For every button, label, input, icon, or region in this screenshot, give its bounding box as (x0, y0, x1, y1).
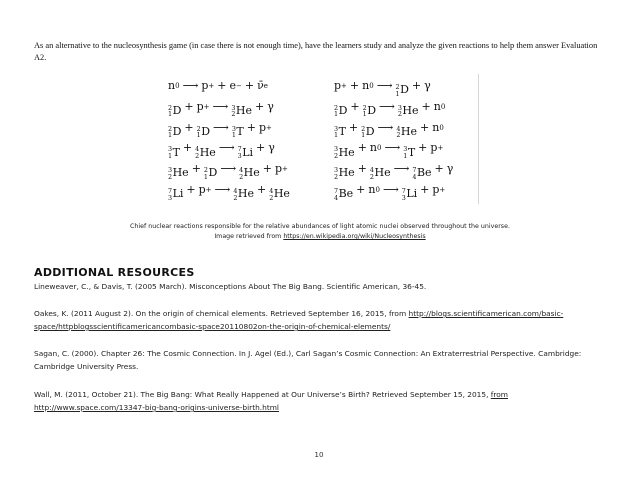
arrow-symbol: ⟶ (218, 141, 235, 155)
intro-paragraph: As an alternative to the nucleosynthesis game (in case there is not enough time), have the learners study and analyze the given reactions to help them answer Evaluation A2. (34, 41, 598, 62)
atomic-number: 1 (196, 131, 201, 140)
symbol-text: n (168, 79, 176, 92)
mass-atomic-numbers (363, 105, 367, 118)
arrow-symbol: ⟶ (393, 162, 410, 176)
symbol-text: He (235, 104, 253, 117)
atomic-number: 1 (334, 131, 339, 140)
section-heading: ADDITIONAL RESOURCES (34, 266, 195, 279)
plus-symbol: + (184, 99, 194, 113)
arrow-symbol: ⟶ (220, 162, 237, 176)
mass-number: 7 (237, 145, 242, 154)
particle-symbol (432, 118, 444, 139)
mass-atomic-numbers (334, 188, 338, 201)
plus-symbol: + (348, 120, 359, 134)
charge-superscript: + (341, 82, 347, 90)
mass-atomic-numbers (168, 188, 172, 201)
mass-number: 7 (412, 166, 417, 175)
symbol-text: He (338, 145, 355, 159)
caption-source-link[interactable]: https://en.wikipedia.org/wiki/Nucleosynthesis (283, 233, 426, 240)
particle-symbol (168, 76, 180, 97)
plus-symbol: + (262, 162, 272, 176)
atomic-number: 2 (231, 110, 236, 119)
symbol-text: p (258, 120, 266, 134)
mass-number: 4 (195, 145, 200, 154)
mass-number: 7 (334, 186, 339, 195)
plus-symbol: + (246, 120, 256, 134)
particle-symbol (434, 97, 446, 118)
reference-text: Oakes, K. (2011 August 2). On the origin of chemical elements. Retrieved September 16, 2015, from (34, 309, 409, 318)
reference-item (34, 307, 606, 333)
mass-atomic-numbers (334, 126, 338, 139)
plus-symbol: + (434, 162, 444, 176)
mass-atomic-numbers (370, 167, 374, 180)
plus-symbol: + (244, 79, 255, 92)
reaction-equation (168, 76, 290, 97)
atomic-number: 1 (403, 151, 408, 160)
symbol-text: Be (416, 166, 432, 180)
mass-atomic-numbers (334, 167, 338, 180)
mass-number: 2 (168, 124, 173, 133)
charge-superscript: 0 (377, 144, 382, 153)
atomic-number: 2 (396, 131, 401, 140)
reaction-equation (334, 159, 453, 180)
symbol-text: D (172, 104, 182, 117)
symbol-text: He (374, 166, 391, 180)
mass-atomic-numbers (395, 84, 399, 97)
atomic-number: 2 (334, 151, 339, 160)
symbol-text: p (334, 79, 342, 92)
symbol-text: γ (267, 99, 274, 113)
arrow-symbol: ⟶ (382, 182, 399, 196)
symbol-text: He (338, 166, 355, 180)
reaction-equation (168, 138, 290, 159)
symbol-text: D (172, 124, 182, 138)
plus-symbol: + (256, 141, 266, 155)
mass-atomic-numbers (334, 105, 338, 118)
symbol-text: γ (424, 79, 431, 92)
reference-link[interactable]: http://blogs.scientificamerican.com/basic-space/httpblogsscientificamericancombasic-space20110802on-the-origin-of-chemical-elements/ (34, 309, 564, 331)
reference-text: Lineweaver, C., & Davis, T. (2005 March). Misconceptions About The Big Bang. Scientific American, 36-45. (34, 282, 427, 291)
particle-symbol (334, 76, 347, 97)
mass-number: 2 (362, 103, 367, 112)
symbol-text: γ (446, 162, 454, 176)
mass-atomic-numbers (231, 105, 235, 118)
mass-atomic-numbers (396, 126, 400, 139)
symbol-text: Li (242, 145, 254, 159)
particle-symbol (430, 138, 443, 159)
mass-number: 3 (334, 124, 339, 133)
particle-symbol (269, 184, 290, 205)
caption-line-1: Chief nuclear reactions responsible for the relative abundances of light atomic nuclei observed throughout the universe. (130, 223, 510, 230)
atomic-number: 1 (395, 89, 400, 98)
atomic-number: 4 (412, 172, 417, 181)
plus-symbol: + (357, 162, 367, 176)
atomic-number: 1 (203, 172, 208, 181)
particle-symbol (229, 76, 241, 97)
symbol-text: p (432, 182, 440, 196)
atomic-number: 1 (231, 131, 236, 140)
charge-superscript: 0 (440, 102, 446, 111)
mass-atomic-numbers (412, 167, 416, 180)
reference-link[interactable]: from http://www.space.com/13347-big-bang-origins-universe-birth.html (34, 390, 508, 412)
reaction-equation (334, 76, 453, 97)
symbol-text: n (369, 141, 377, 155)
particle-symbol (424, 76, 431, 97)
particle-symbol (257, 76, 268, 97)
charge-superscript: + (439, 185, 446, 194)
symbol-text: T (236, 124, 244, 138)
mass-atomic-numbers (168, 167, 172, 180)
particle-symbol (259, 118, 272, 139)
charge-superscript: 0 (369, 82, 374, 90)
reaction-equation (168, 97, 290, 118)
mass-number: 7 (401, 186, 406, 195)
plus-symbol: + (420, 120, 430, 134)
atomic-number: 3 (237, 151, 242, 160)
particle-symbol (334, 184, 353, 205)
figure-caption (60, 222, 580, 242)
symbol-text: n (432, 120, 440, 134)
mass-atomic-numbers (361, 126, 365, 139)
plus-symbol: + (411, 79, 422, 92)
mass-number: 3 (231, 124, 236, 133)
symbol-text: e (229, 79, 236, 92)
symbol-text: T (172, 145, 180, 159)
arrow-symbol: ⟶ (182, 79, 199, 92)
reaction-equation (334, 180, 453, 201)
mass-number: 7 (168, 186, 173, 195)
atomic-number: 1 (361, 131, 366, 140)
symbol-text: He (400, 124, 418, 138)
symbol-text: ν̄ (257, 79, 264, 92)
mass-atomic-numbers (168, 126, 172, 139)
reference-item (34, 347, 606, 373)
symbol-text: T (338, 124, 346, 138)
atomic-number: 2 (168, 172, 173, 181)
arrow-symbol: ⟶ (212, 99, 229, 113)
particle-symbol (275, 159, 288, 180)
atomic-number: 2 (397, 110, 402, 119)
symbol-text: Li (172, 187, 184, 201)
particle-symbol (402, 184, 417, 205)
atomic-number: 1 (168, 110, 173, 119)
mass-atomic-numbers (233, 188, 237, 201)
atomic-number: 1 (168, 151, 173, 160)
symbol-text: D (367, 104, 377, 117)
charge-superscript: + (205, 185, 212, 194)
reactions-left-column (168, 76, 290, 201)
symbol-text: p (196, 99, 204, 113)
mass-atomic-numbers (195, 146, 199, 159)
particle-symbol (432, 180, 445, 201)
mass-number: 4 (269, 186, 274, 195)
symbol-text: T (407, 145, 416, 159)
symbol-text: He (273, 187, 290, 201)
reference-text: Wall, M. (2011, October 21). The Big Bang: What Really Happened at Our Universe’s Birth? Retrieved September 15, 2015, (34, 390, 491, 399)
mass-number: 3 (168, 166, 173, 175)
atomic-number: 2 (269, 193, 274, 202)
particle-symbol (197, 97, 210, 118)
charge-superscript: 0 (175, 82, 180, 90)
particle-symbol (267, 97, 274, 118)
mass-atomic-numbers (403, 146, 407, 159)
symbol-text: Li (406, 187, 418, 201)
mass-number: 4 (239, 166, 244, 175)
symbol-text: n (433, 99, 441, 113)
particle-symbol (368, 180, 380, 201)
plus-symbol: + (418, 141, 428, 155)
atomic-number: 2 (233, 193, 238, 202)
mass-atomic-numbers (168, 146, 172, 159)
particle-symbol (201, 76, 214, 97)
charge-superscript: 0 (439, 123, 444, 132)
mass-number: 3 (397, 103, 402, 112)
plus-symbol: + (349, 79, 360, 92)
plus-symbol: + (420, 182, 430, 196)
mass-atomic-numbers (204, 167, 208, 180)
plus-symbol: + (421, 99, 431, 113)
mass-number: 3 (334, 145, 339, 154)
symbol-text: He (199, 145, 216, 159)
plus-symbol: + (184, 120, 194, 134)
plus-symbol: + (257, 182, 267, 196)
reaction-equation (334, 118, 453, 139)
particle-symbol (447, 159, 454, 180)
symbol-text: n (362, 79, 370, 92)
symbol-text: D (365, 124, 375, 138)
mass-atomic-numbers (269, 188, 273, 201)
atomic-number: 3 (168, 193, 173, 202)
symbol-text: He (402, 104, 419, 117)
atomic-number: 1 (334, 110, 339, 119)
charge-superscript: 0 (375, 185, 380, 194)
symbol-text: p (430, 141, 438, 155)
page-number: 10 (314, 450, 324, 459)
arrow-symbol: ⟶ (377, 120, 394, 134)
plus-symbol: + (217, 79, 227, 92)
atomic-number: 2 (239, 172, 244, 181)
symbol-text: Be (338, 187, 354, 201)
mass-atomic-numbers (238, 146, 242, 159)
reference-item (34, 388, 606, 414)
arrow-symbol: ⟶ (379, 99, 395, 113)
particle-symbol (168, 184, 183, 205)
arrow-symbol: ⟶ (213, 120, 229, 134)
atomic-number: 4 (334, 193, 339, 202)
mass-atomic-numbers (334, 146, 338, 159)
symbol-text: D (338, 104, 348, 117)
reaction-equation (168, 159, 290, 180)
particle-symbol (233, 184, 254, 205)
nuclear-reactions-figure (166, 74, 479, 204)
charge-superscript: + (437, 144, 444, 153)
mass-atomic-numbers (232, 126, 236, 139)
caption-line-2 (60, 232, 580, 242)
symbol-text: He (237, 187, 255, 201)
plus-symbol: + (182, 141, 193, 155)
charge-superscript: + (208, 82, 215, 90)
symbol-text: D (208, 166, 218, 180)
arrow-symbol: ⟶ (214, 182, 231, 196)
mass-number: 3 (231, 103, 236, 112)
reaction-equation (168, 118, 290, 139)
symbol-text: p (201, 79, 209, 92)
mass-atomic-numbers (197, 126, 201, 139)
mass-number: 4 (396, 124, 401, 133)
arrow-symbol: ⟶ (376, 79, 393, 92)
atomic-number: 2 (369, 172, 374, 181)
charge-superscript: + (203, 102, 210, 111)
plus-symbol: + (191, 162, 201, 176)
mass-number: 3 (403, 145, 408, 154)
mass-number: 2 (361, 124, 366, 133)
plus-symbol: + (255, 99, 265, 113)
mass-atomic-numbers (398, 105, 402, 118)
mass-number: 2 (196, 124, 201, 133)
mass-atomic-numbers (168, 105, 172, 118)
reaction-equation (334, 138, 453, 159)
mass-number: 3 (334, 166, 339, 175)
mass-atomic-numbers (239, 167, 243, 180)
particle-symbol (370, 138, 382, 159)
charge-superscript: + (266, 123, 272, 132)
mass-number: 3 (168, 145, 173, 154)
mass-number: 2 (395, 83, 400, 91)
arrow-symbol: ⟶ (384, 141, 401, 155)
caption-prefix: Image retrieved from (214, 233, 284, 240)
mass-number: 4 (369, 166, 374, 175)
symbol-text: n (368, 182, 376, 196)
charge-superscript: + (282, 165, 288, 174)
mass-number: 2 (203, 166, 208, 175)
reactions-right-column (334, 76, 453, 201)
reference-text: Sagan, C. (2000). Chapter 26: The Cosmic Connection. In J. Agel (Ed.), Carl Sagan’s Cosmic Connection: An Extraterrestrial Perspective. Cambridge: Cambridge University Press. (34, 349, 582, 371)
symbol-text: D (201, 124, 211, 138)
plus-symbol: + (186, 182, 196, 196)
plus-symbol: + (356, 182, 366, 196)
particle-symbol (199, 180, 212, 201)
symbol-text: He (172, 166, 189, 180)
symbol-text: D (400, 83, 409, 97)
mass-atomic-numbers (402, 188, 406, 201)
subscript: e (263, 82, 268, 90)
reaction-equation (334, 97, 453, 118)
atomic-number: 2 (195, 151, 200, 160)
symbol-text: γ (268, 141, 275, 155)
reference-item (34, 280, 606, 293)
symbol-text: p (275, 162, 283, 176)
mass-number: 2 (334, 103, 339, 112)
plus-symbol: + (350, 99, 360, 113)
atomic-number: 1 (168, 131, 173, 140)
mass-number: 2 (168, 103, 173, 112)
reaction-equation (168, 180, 290, 201)
particle-symbol (362, 76, 374, 97)
plus-symbol: + (357, 141, 367, 155)
symbol-text: He (243, 166, 260, 180)
particle-symbol (268, 138, 275, 159)
mass-number: 4 (233, 186, 238, 195)
symbol-text: p (198, 182, 206, 196)
atomic-number: 3 (401, 193, 406, 202)
atomic-number: 1 (362, 110, 367, 119)
charge-superscript: − (236, 82, 242, 90)
atomic-number: 2 (334, 172, 339, 181)
